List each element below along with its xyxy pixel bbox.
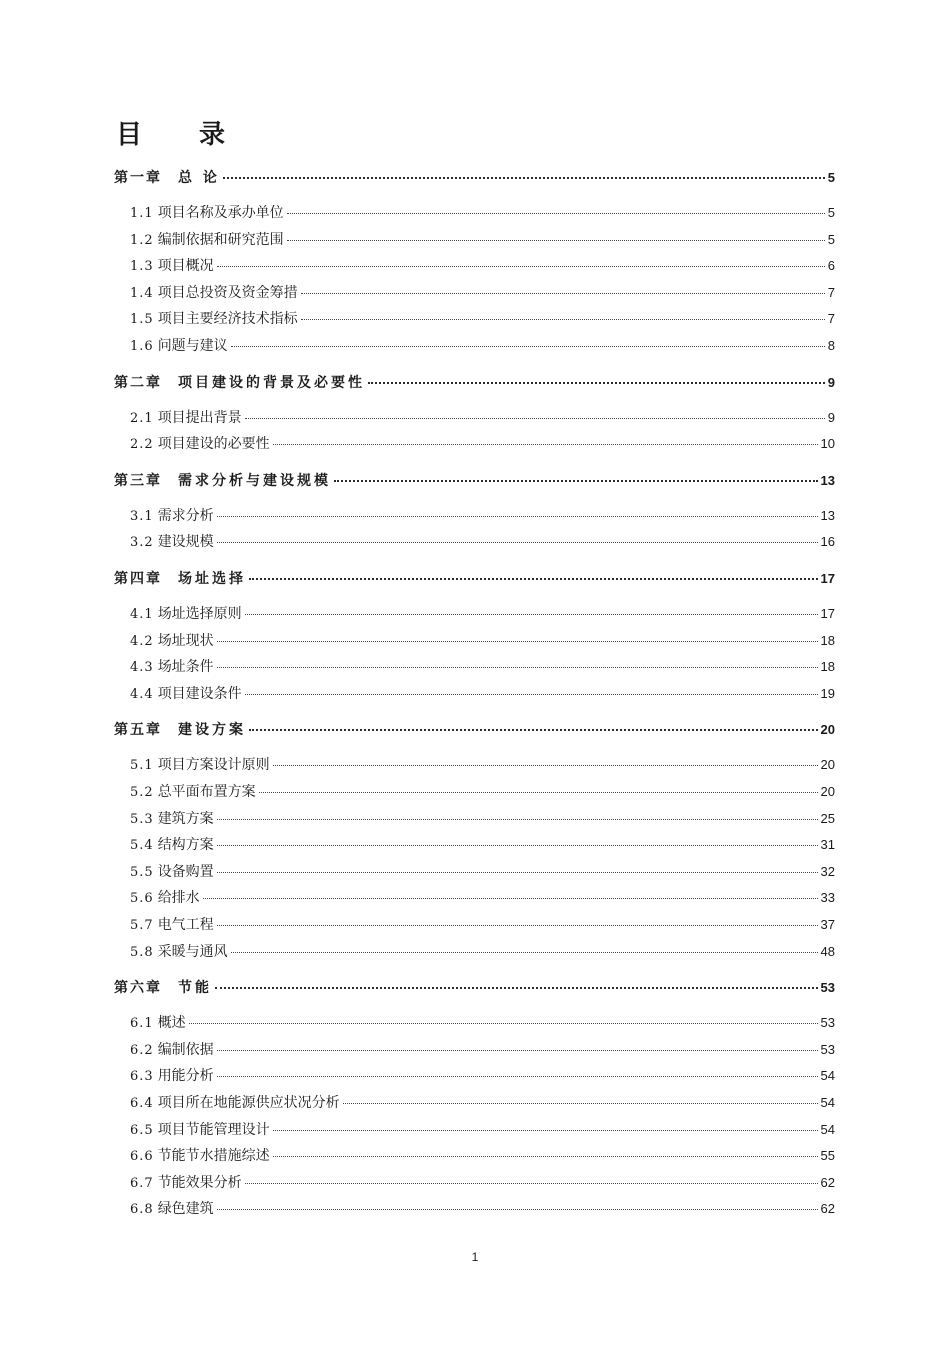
toc-section-entry[interactable] [130,755,835,775]
toc-leader-dots [249,577,818,580]
toc-entry-page: 17 [820,571,835,586]
toc-entry-number: 第二章 [114,374,162,391]
toc-entry-title: 项目概况 [157,258,214,275]
toc-entry-label [130,684,242,705]
toc-leader-dots [273,1155,818,1157]
toc-section-entry[interactable] [130,230,835,250]
toc-entry-title: 需求分析 [157,507,214,524]
toc-leader-dots [343,1102,818,1104]
toc-entry-label [130,1146,270,1167]
toc-entry-number: 5.1 [130,758,154,774]
toc-section-entry[interactable] [130,434,835,454]
toc-entry-title: 结构方案 [157,837,214,854]
toc-entry-page: 7 [827,284,835,300]
toc-entry-page: 17 [820,606,835,621]
toc-entry-label [130,631,214,652]
toc-entry-number: 6.7 [130,1175,154,1191]
toc-entry-label [130,604,242,625]
toc-leader-dots [368,381,825,384]
toc-entry-page: 10 [820,436,835,452]
toc-entry-label [130,1093,340,1114]
toc-leader-dots [245,1182,818,1184]
toc-entry-page: 20 [820,722,835,738]
toc-entry-number: 5.5 [130,864,154,880]
toc-entry-title: 建筑方案 [157,810,214,827]
toc-leader-dots [231,345,825,347]
toc-entry-page: 33 [820,890,835,906]
toc-leader-dots [217,924,818,926]
toc-leader-dots [217,640,818,642]
toc-entry-title: 用能分析 [157,1068,214,1085]
toc-entry-page: 53 [820,980,835,996]
toc-section-entry[interactable] [130,256,835,276]
toc-entry-number: 5.7 [130,918,154,933]
toc-entry-title: 概述 [157,1015,186,1032]
toc-entry-page: 53 [820,1041,835,1057]
toc-entry-label [130,942,228,963]
toc-section-entry[interactable] [130,888,835,908]
toc-leader-dots [217,844,818,846]
toc-entry-label [114,569,246,589]
toc-section-entry[interactable] [130,408,835,428]
toc-entry-title: 项目建设的必要性 [157,436,270,453]
toc-entry-number: 第五章 [114,722,162,739]
toc-leader-dots [203,897,818,899]
toc-entry-label [130,1120,270,1141]
toc-entry-title: 场址现状 [157,632,214,649]
toc-entry-page: 5 [827,231,835,247]
toc-leader-dots [217,1075,818,1077]
toc-leader-dots [217,541,818,543]
toc-entry-label [130,1173,242,1194]
toc-entry-number: 1.2 [130,232,154,248]
toc-entry-page: 25 [820,810,835,826]
toc-entry-number: 6.1 [130,1016,154,1032]
toc-entry-title: 总 论 [178,170,220,186]
toc-entry-number: 6.6 [130,1149,154,1165]
toc-entry-page: 55 [820,1148,835,1164]
toc-entry-number: 6.3 [130,1069,154,1085]
toc-entry-number: 第四章 [114,571,162,587]
toc-entry-page: 9 [827,374,835,390]
toc-entry-page: 19 [820,685,835,701]
toc-leader-dots [223,176,825,179]
toc-entry-number: 4.1 [130,607,154,622]
toc-entry-page: 20 [820,757,835,773]
toc-entry-label [114,471,331,491]
toc-entry-label [130,835,214,856]
toc-entry-title: 编制依据和研究范围 [157,231,284,248]
toc-entry-title: 需求分析与建设规模 [178,472,331,489]
toc-entry-number: 2.2 [130,437,154,453]
toc-entry-label [130,336,228,357]
toc-entry-page: 54 [820,1095,835,1110]
toc-entry-title: 绿色建筑 [157,1201,214,1218]
toc-leader-dots [249,728,818,731]
toc-entry-title: 节能 [178,980,212,997]
toc-leader-dots [334,479,818,482]
toc-entry-title: 总平面布置方案 [157,784,256,800]
toc-leader-dots [217,1049,818,1051]
page-number: 1 [471,1250,479,1264]
toc-section-entry[interactable] [130,1199,835,1219]
toc-entry-label [114,720,246,740]
toc-leader-dots [273,764,818,766]
toc-entry-number: 5.3 [130,811,154,827]
toc-entry-number: 3.1 [130,508,154,524]
toc-entry-page: 54 [820,1068,835,1084]
toc-leader-dots [217,1208,818,1210]
toc-leader-dots [217,265,825,267]
toc-entry-page: 7 [827,311,835,327]
toc-entry-title: 项目总投资及资金筹措 [157,284,298,301]
toc-entry-page: 62 [820,1201,835,1217]
toc-entry-number: 4.3 [130,660,154,676]
toc-entry-page: 48 [820,943,835,959]
toc-entry-title: 给排水 [157,890,200,907]
toc-entry-page: 16 [820,534,835,550]
toc-entry-label [130,283,298,304]
toc-entry-title: 建设方案 [178,722,246,739]
toc-section-entry[interactable] [130,915,835,935]
toc-entry-title: 设备购置 [157,863,214,880]
toc-section-entry[interactable] [130,532,835,552]
toc-entry-title: 建设规模 [157,534,214,551]
toc-entry-page: 18 [820,632,835,648]
toc-entry-label [130,309,298,330]
toc-entry-number: 5.4 [130,838,154,854]
toc-entry-page: 9 [827,409,835,425]
toc-entry-page: 53 [820,1015,835,1031]
toc-leader-dots [301,318,825,320]
toc-entry-title: 项目节能管理设计 [157,1121,270,1138]
toc-entry-page: 31 [820,837,835,853]
toc-entry-label [114,168,220,188]
toc-entry-title: 项目主要经济技术指标 [157,311,298,328]
toc-entry-page: 32 [820,863,835,879]
toc-entry-number: 1.5 [130,312,154,328]
toc-entry-label [130,862,214,883]
toc-entry-number: 6.2 [130,1042,154,1058]
toc-section-entry[interactable] [130,684,835,704]
toc-entry-title: 问题与建议 [157,338,228,354]
toc-entry-number: 5.6 [130,891,154,907]
toc-entry-number: 3.2 [130,535,154,551]
toc-entry-page: 5 [827,170,835,185]
toc-section-entry[interactable] [130,506,835,526]
toc-entry-page: 62 [820,1174,835,1190]
toc-section-entry[interactable] [130,1146,835,1166]
toc-section-entry[interactable] [130,203,835,223]
toc-entry-title: 项目名称及承办单位 [157,205,284,221]
toc-entry-number: 2.1 [130,410,154,426]
toc-entry-number: 第三章 [114,472,162,489]
toc-entry-label [130,203,284,224]
toc-entry-label [130,532,214,553]
toc-entry-label [114,978,212,998]
toc-entry-number: 1.3 [130,259,154,275]
toc-leader-dots [217,871,818,873]
toc-chapter-entry[interactable] [114,978,835,998]
toc-entry-number: 6.5 [130,1122,154,1138]
toc-entry-label [130,408,242,429]
toc-section-entry[interactable] [130,631,835,651]
toc-entry-number: 5.2 [130,785,154,800]
toc-entry-number: 4.4 [130,686,154,702]
toc-entry-label [130,1013,186,1034]
toc-leader-dots [215,986,818,989]
toc-entry-label [130,256,214,277]
toc-entry-number: 第六章 [114,980,162,997]
toc-entry-number: 1.4 [130,285,154,301]
toc-entry-label [130,657,214,678]
toc-leader-dots [217,666,818,668]
toc-entry-page: 13 [820,507,835,523]
toc-entry-label [130,809,214,830]
toc-entry-label [130,230,284,251]
toc-title: 目 录 [116,120,250,150]
toc-entry-number: 第一章 [114,170,162,186]
toc-entry-number: 1.6 [130,339,154,354]
toc-section-entry[interactable] [130,1093,835,1113]
toc-chapter-entry[interactable] [114,720,835,740]
toc-section-entry[interactable] [130,1173,835,1193]
toc-section-entry[interactable] [130,604,835,624]
toc-entry-title: 项目建设条件 [157,685,242,702]
toc-leader-dots [231,951,818,953]
toc-entry-number: 5.8 [130,944,154,960]
toc-chapter-entry[interactable] [114,168,835,188]
toc-entry-number: 6.8 [130,1202,154,1218]
toc-entry-label [114,373,365,393]
toc-leader-dots [273,1129,818,1131]
toc-section-entry[interactable] [130,835,835,855]
toc-leader-dots [217,818,818,820]
toc-section-entry[interactable] [130,809,835,829]
toc-entry-page: 13 [820,472,835,488]
toc-entry-title: 节能节水措施综述 [157,1148,270,1165]
toc-entry-page: 20 [820,784,835,799]
toc-section-entry[interactable] [130,1120,835,1140]
toc-chapter-entry[interactable] [114,471,835,491]
toc-entry-number: 4.2 [130,633,154,649]
toc-entry-title: 项目所在地能源供应状况分析 [157,1095,340,1111]
toc-entry-title: 节能效果分析 [157,1174,242,1191]
toc-section-entry[interactable] [130,283,835,303]
toc-entry-page: 18 [820,659,835,675]
toc-entry-label [130,1066,214,1087]
toc-leader-dots [245,613,818,615]
toc-entry-label [130,434,270,455]
toc-chapter-entry[interactable] [114,373,835,393]
toc-section-entry[interactable] [130,862,835,882]
toc-entry-title: 场址条件 [157,659,214,676]
toc-entry-title: 电气工程 [157,917,214,933]
toc-section-entry[interactable] [130,309,835,329]
toc-leader-dots [189,1022,818,1024]
toc-entry-title: 采暖与通风 [157,943,228,960]
toc-entry-page: 6 [827,258,835,274]
toc-leader-dots [301,292,825,294]
toc-section-entry[interactable] [130,1013,835,1033]
toc-chapter-entry[interactable] [114,569,835,589]
toc-entry-page: 54 [820,1121,835,1137]
toc-entry-page: 8 [827,338,835,353]
toc-entry-label [130,782,256,803]
toc-section-entry[interactable] [130,336,835,356]
toc-section-entry[interactable] [130,942,835,962]
toc-entry-label [130,888,200,909]
toc-entry-title: 编制依据 [157,1041,214,1058]
toc-leader-dots [259,791,818,793]
toc-section-entry[interactable] [130,782,835,802]
toc-entry-label [130,915,214,936]
toc-entry-label [130,1040,214,1061]
toc-section-entry[interactable] [130,1066,835,1086]
toc-entry-page: 37 [820,917,835,932]
toc-entry-title: 场址选择 [178,571,246,587]
toc-entry-number: 6.4 [130,1096,154,1111]
toc-entry-title: 项目提出背景 [157,409,242,426]
toc-section-entry[interactable] [130,657,835,677]
toc-leader-dots [287,212,825,214]
toc-leader-dots [273,443,818,445]
toc-entry-title: 项目方案设计原则 [157,757,270,774]
toc-leader-dots [217,515,818,517]
toc-entry-label [130,755,270,776]
toc-entry-title: 场址选择原则 [157,606,242,622]
toc-entry-page: 5 [827,205,835,220]
toc-entry-label [130,506,214,527]
toc-entry-title: 项目建设的背景及必要性 [178,374,365,391]
toc-leader-dots [245,693,818,695]
toc-leader-dots [245,417,825,419]
toc-entry-label [130,1199,214,1220]
toc-entry-number: 1.1 [130,206,154,221]
toc-section-entry[interactable] [130,1040,835,1060]
toc-leader-dots [287,239,825,241]
